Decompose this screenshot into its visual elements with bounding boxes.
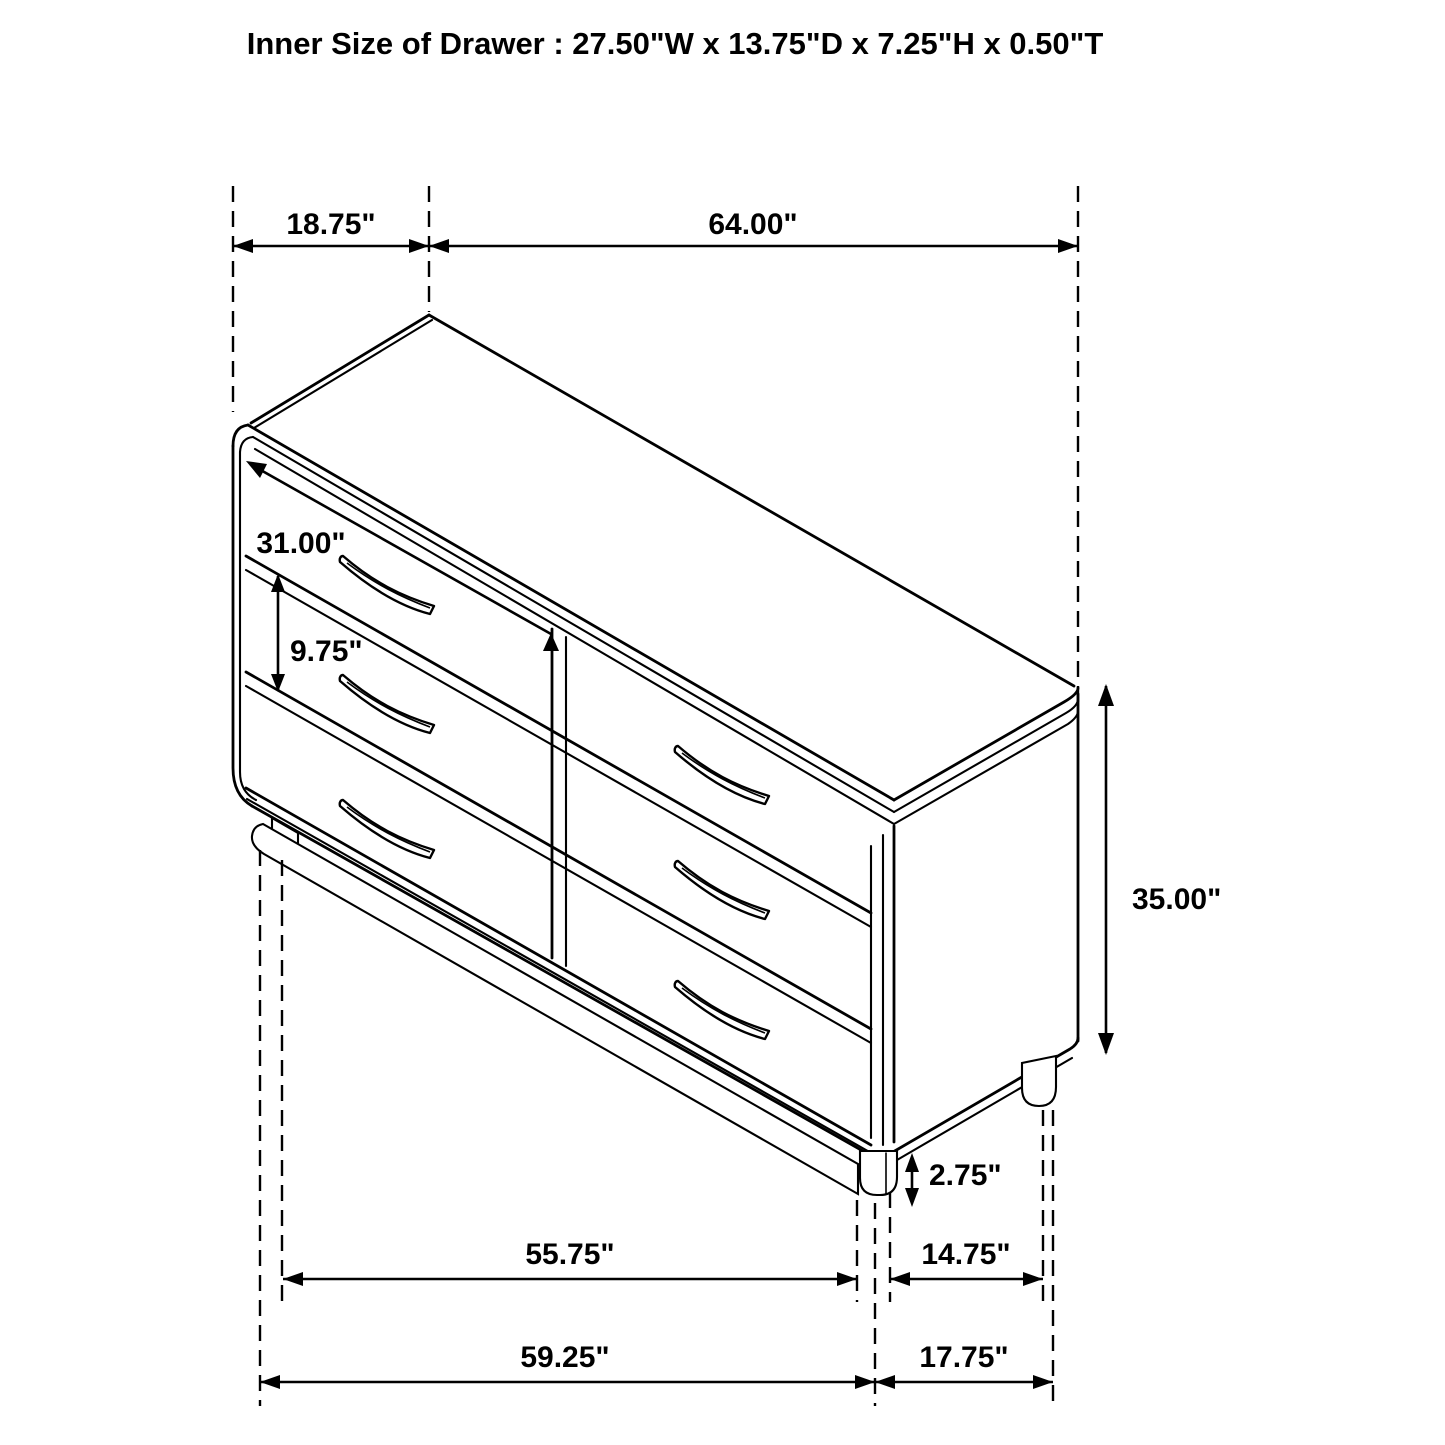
front-right-foot [860,1151,897,1195]
dim-label-top-width: 64.00" [708,208,798,241]
dim-label-side-depth-outer: 17.75" [919,1341,1009,1374]
diagram-title: Inner Size of Drawer : 27.50"W x 13.75"D x 7.25"H x 0.50"T [246,26,1104,61]
dim-label-top-depth: 18.75" [286,208,376,241]
back-right-foot [1022,1056,1056,1106]
dim-label-side-depth-inner: 14.75" [921,1238,1011,1271]
dim-label-plinth-width: 55.75" [525,1238,615,1271]
dim-label-overall-height: 35.00" [1132,883,1222,916]
dim-label-drawer-height: 9.75" [290,635,363,668]
dim-label-bottom-width: 59.25" [520,1341,610,1374]
dim-label-drawer-width: 31.00" [256,527,346,560]
dim-label-foot-height: 2.75" [929,1159,1002,1192]
